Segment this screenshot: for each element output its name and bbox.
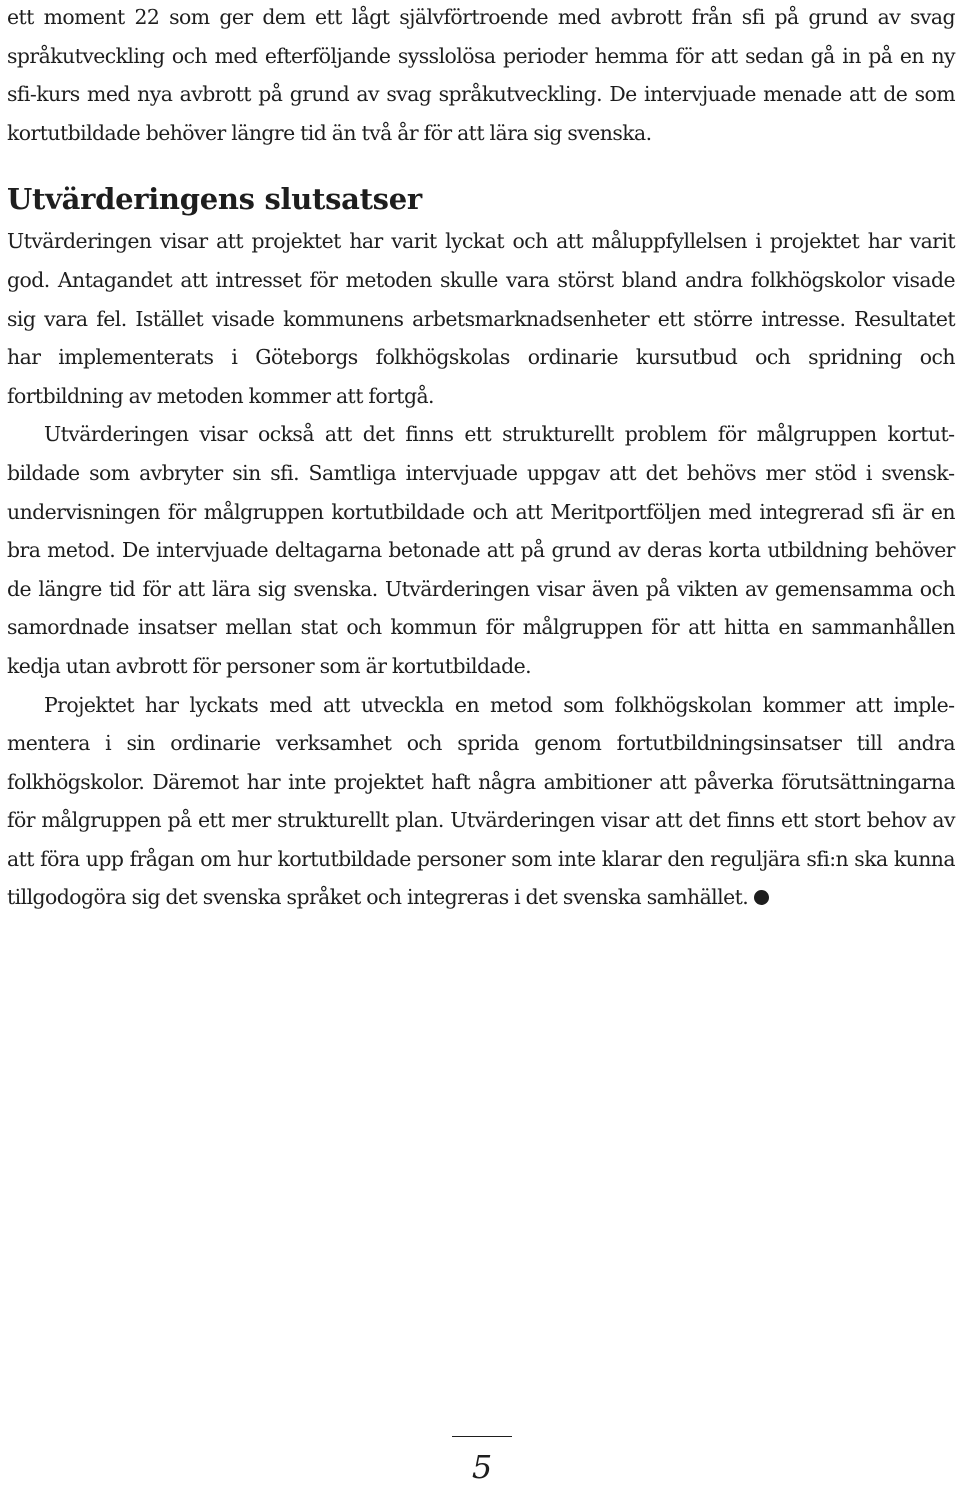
document-page bbox=[7, 0, 955, 917]
end-of-article-icon bbox=[754, 890, 769, 905]
section-heading: Utvärderingens slutsatser bbox=[7, 182, 422, 217]
intro-paragraph: ett moment 22 som ger dem ett lågt självförtroende med avbrott från sfi på grund av svag språkutveckling och med efterföljande sysslolösa perioder hemma för att sedan gå in på en ny sfi-kurs med nya avbrott på grund av svag språkutveckling. De intervjuade menade att de som kortutbildade behöver längre tid än två år för att lära sig svenska. bbox=[7, 5, 955, 145]
body-paragraph-text: Projektet har lyckats med att utveckla en metod som folkhögskolan kommer att implementera i sin ordinarie verksamhet och sprida genom fortutbildningsinsatser till andra folkhögskolor. Däremot har inte projektet haft några ambitioner att påverka förutsättningarna för målgruppen på ett mer strukturellt plan. Utvärderingen visar att det finns ett stort behov av att föra upp frågan om hur kortutbildade personer som inte klarar den reguljära sfi:n ska kunna tillgodogöra sig det svenska språket och integreras i det svenska samhället. bbox=[7, 692, 955, 910]
body-paragraph: Utvärderingen visar att projektet har varit lyckat och att måluppfyllelsen i projektet har varit god. Antagandet att intresset för metoden skulle vara störst bland andra folkhögskolor visade sig vara fel. Istället visade kommunens arbetsmarknadsenheter ett större intresse. Resultatet har implementerats i Göteborgs folkhögskolas ordinarie kursutbud och spridning och fortbildning av metoden kommer att fortgå. bbox=[7, 229, 955, 408]
footer-rule bbox=[452, 1436, 512, 1437]
body-paragraph-last bbox=[7, 686, 955, 918]
body-paragraph: Utvärderingen visar också att det finns ett strukturellt problem för målgruppen kortutbildade som avbryter sin sfi. Samtliga intervjuade uppgav att det behövs mer stöd i svenskundervisningen för målgruppen kortutbildade och att Meritportföljen med integrerad sfi är en bra metod. De intervjuade deltagarna betonade att på grund av deras korta utbildning behöver de längre tid för att lära sig svenska. Utvärderingen visar även på vikten av gemensamma och samordnade insatser mellan stat och kommun för målgruppen för att hitta en sammanhållen kedja utan avbrott för personer som är kortutbildade. bbox=[7, 422, 955, 678]
page-number: 5 bbox=[471, 1448, 493, 1486]
